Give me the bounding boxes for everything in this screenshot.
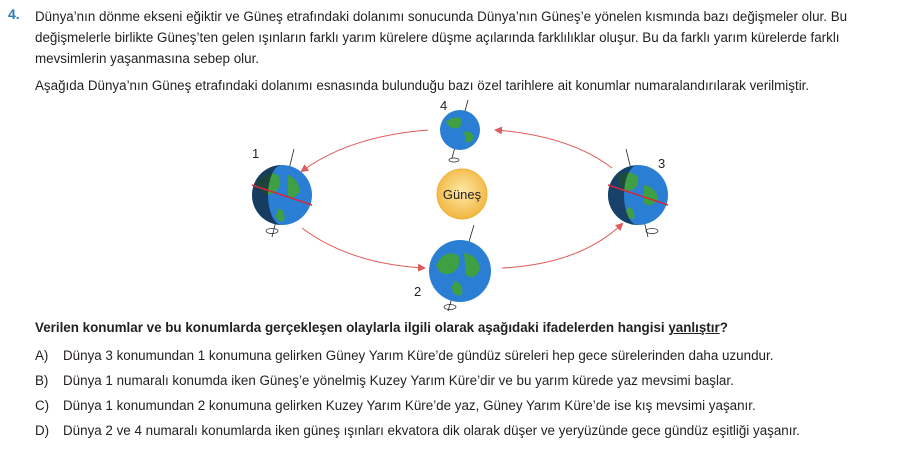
orbit-arrow-3-to-4	[496, 130, 612, 168]
orbit-diagram	[230, 96, 690, 316]
option-text: Dünya 2 ve 4 numaralı konumlarda iken güneş ışınları ekvatora dik olarak düşer ve yeryüzünde gece gündüz eşitliği yaşanır.	[63, 423, 800, 438]
option-letter: B)	[35, 373, 49, 388]
orbit-arrow-4-to-1	[302, 130, 428, 171]
sun	[437, 169, 487, 219]
question-sub-intro: Aşağıda Dünya’nın Güneş etrafındaki dolanımı esnasında bulunduğu bazı özel tarihlere ait konumlar numaralandırılarak verilmiştir.	[35, 78, 810, 93]
position-label-2: 2	[414, 284, 422, 299]
option-letter: A)	[35, 348, 49, 363]
option-c[interactable]	[35, 396, 897, 416]
stem-text: Verilen konumlar ve bu konumlarda gerçekleşen olaylarla ilgili olarak aşağıdaki ifadelerden hangisi	[35, 320, 669, 335]
option-letter: D)	[35, 423, 50, 438]
option-letter: C)	[35, 398, 50, 413]
question-intro: Dünya’nın dönme ekseni eğiktir ve Güneş etrafındaki dolanımı sonucunda Dünya’nın Güneş’e yönelen kısmında bazı değişmeler olur. Bu değişmelerle birlikte Güneş’ten gelen ışınların farklı yarım kürelere düşme açılarında farklılıklar oluşur. Bu da farklı yarım kürelerde farklı mevsimlerin yaşanmasına sebep olur.	[35, 9, 848, 66]
stem-end: ?	[719, 320, 728, 335]
position-label-4: 4	[440, 98, 448, 113]
question-stem	[35, 318, 897, 338]
stem-keyword: yanlıştır	[668, 320, 720, 335]
option-a[interactable]	[35, 346, 897, 366]
earth-position-1	[252, 149, 312, 237]
option-text: Dünya 3 konumundan 1 konumuna gelirken Güney Yarım Küre’de gündüz süreleri hep gece sürelerinden daha uzundur.	[63, 348, 774, 363]
orbit-arrow-1-to-2	[302, 228, 424, 268]
orbit-arrow-2-to-3	[502, 224, 622, 268]
option-text: Dünya 1 numaralı konumda iken Güneş’e yönelmiş Kuzey Yarım Küre’dir ve bu yarım kürede yaz mevsimi başlar.	[63, 373, 734, 388]
question-number: 4.	[8, 6, 20, 22]
option-b[interactable]	[35, 371, 897, 391]
sun-label: Güneş	[442, 187, 482, 202]
option-text: Dünya 1 konumundan 2 konumuna gelirken Kuzey Yarım Küre’de yaz, Güney Yarım Küre’de ise kış mevsimi yaşanır.	[63, 398, 756, 413]
position-label-3: 3	[658, 156, 666, 171]
option-d[interactable]	[35, 421, 897, 441]
earth-position-2	[429, 225, 491, 311]
position-label-1: 1	[252, 146, 260, 161]
